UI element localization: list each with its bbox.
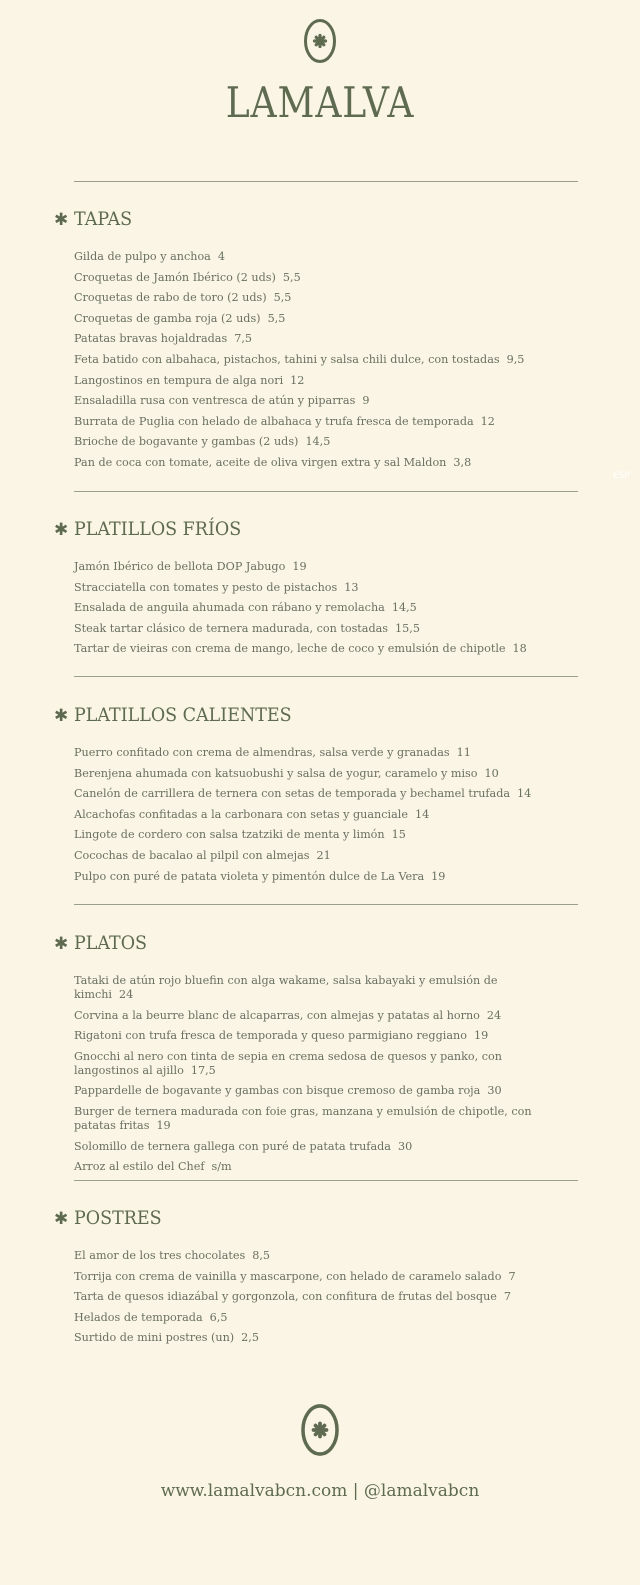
- section-title: PLATILLOS FRÍOS: [74, 518, 242, 540]
- item-name: Burrata de Puglia con helado de albahaca y trufa fresca de temporada: [74, 414, 474, 428]
- item-price: s/m: [211, 1160, 232, 1174]
- item-name: Croquetas de rabo de toro (2 uds): [74, 291, 267, 305]
- item-name: Croquetas de gamba roja (2 uds): [74, 311, 261, 325]
- item-name: Rigatoni con trufa fresca de temporada y queso parmigiano reggiano: [74, 1029, 467, 1043]
- menu-item: [74, 353, 544, 367]
- item-name: Patatas bravas hojaldradas: [74, 332, 228, 346]
- section-platos: [0, 932, 640, 1181]
- menu-item: [74, 435, 544, 449]
- item-name: Lingote de cordero con salsa tzatziki de menta y limón: [74, 828, 385, 842]
- item-name: Gnocchi al nero con tinta de sepia en crema sedosa de quesos y panko, con langostinos al ajillo: [74, 1049, 502, 1077]
- section-title: PLATOS: [74, 932, 148, 954]
- item-price: 10: [484, 766, 499, 780]
- section-title: POSTRES: [74, 1207, 162, 1229]
- divider: [74, 1180, 578, 1181]
- item-name: Ensaladilla rusa con ventresca de atún y piparras: [74, 394, 356, 408]
- divider: [74, 491, 578, 492]
- section-postres: [0, 1207, 640, 1352]
- item-name: Gilda de pulpo y anchoa: [74, 250, 211, 263]
- menu-item: [74, 870, 544, 884]
- item-price: 19: [473, 1029, 489, 1043]
- menu-item: [74, 415, 544, 429]
- item-price: 18: [512, 642, 527, 656]
- item-price: 19: [292, 560, 307, 573]
- menu-item: [74, 456, 544, 470]
- item-price: 19: [156, 1118, 171, 1132]
- item-price: 14,5: [305, 435, 331, 449]
- divider: [74, 181, 578, 182]
- item-price: 15: [391, 828, 406, 842]
- menu-item: [74, 1084, 544, 1098]
- item-name: El amor de los tres chocolates: [74, 1249, 246, 1262]
- item-price: 14: [517, 787, 532, 801]
- menu-item: [74, 828, 544, 842]
- menu-item: [74, 271, 544, 285]
- item-price: 24: [486, 1008, 502, 1022]
- item-name: Jamón Ibérico de bellota DOP Jabugo: [74, 560, 286, 573]
- footer-links[interactable]: www.lamalvabcn.com | @lamalvabcn: [160, 1481, 480, 1501]
- item-name: Torrija con crema de vainilla y mascarpone, con helado de caramelo salado: [74, 1269, 502, 1283]
- menu-item: [74, 332, 544, 346]
- menu-item: [74, 1105, 544, 1133]
- item-price: 19: [431, 869, 446, 883]
- item-price: 7,5: [234, 332, 252, 346]
- item-name: Pulpo con puré de patata violeta y pimentón dulce de La Vera: [74, 869, 425, 883]
- item-price: 24: [119, 988, 134, 1001]
- asterisk-flower-icon: ✱: [54, 210, 69, 230]
- item-price: 17,5: [190, 1063, 216, 1077]
- divider: [74, 676, 578, 677]
- item-name: Solomillo de ternera gallega con puré de patata trufada: [74, 1139, 391, 1153]
- menu-item: [74, 250, 544, 264]
- menu-item: [74, 746, 544, 760]
- menu-item: [74, 394, 544, 408]
- item-name: Pan de coca con tomate, aceite de oliva virgen extra y sal Maldon: [74, 455, 447, 469]
- item-name: Puerro confitado con crema de almendras, salsa verde y granadas: [74, 746, 450, 759]
- asterisk-flower-icon: ✱: [54, 1209, 69, 1229]
- item-price: 14,5: [391, 601, 417, 615]
- item-name: Croquetas de Jamón Ibérico (2 uds): [74, 270, 276, 284]
- item-name: Ensalada de anguila ahumada con rábano y remolacha: [74, 601, 385, 615]
- item-price: 30: [397, 1139, 413, 1153]
- item-name: Helados de temporada: [74, 1310, 203, 1324]
- item-price: 6,5: [209, 1310, 228, 1324]
- asterisk-flower-icon: ✱: [54, 520, 69, 540]
- menu-item: [74, 642, 544, 656]
- menu-item: [74, 581, 544, 595]
- item-price: 12: [480, 414, 495, 428]
- item-name: Berenjena ahumada con katsuobushi y salsa de yogur, caramelo y miso: [74, 766, 478, 780]
- menu-item: [74, 601, 544, 615]
- menu-item: [74, 1009, 544, 1023]
- item-name: Steak tartar clásico de ternera madurada, con tostadas: [74, 621, 389, 635]
- menu-item: [74, 291, 544, 305]
- item-name: Canelón de carrillera de ternera con setas de temporada y bechamel trufada: [74, 787, 511, 801]
- section-title: PLATILLOS CALIENTES: [74, 704, 292, 726]
- menu-item: [74, 1140, 544, 1154]
- menu-item: [74, 374, 544, 388]
- item-price: 15,5: [395, 621, 420, 635]
- menu-item: [74, 1270, 544, 1284]
- item-name: Brioche de bogavante y gambas (2 uds): [74, 435, 299, 449]
- restaurant-name: LAMALVA: [225, 78, 415, 127]
- menu-item: [74, 312, 544, 326]
- item-price: 8,5: [252, 1249, 271, 1262]
- asterisk-flower-icon: ✱: [54, 934, 69, 954]
- item-name: Arroz al estilo del Chef: [74, 1160, 205, 1174]
- menu-item: [74, 787, 544, 801]
- menu-item: [74, 560, 544, 574]
- menu-item: [74, 1050, 544, 1078]
- menu-item: [74, 1311, 544, 1325]
- item-name: Stracciatella con tomates y pesto de pistachos: [74, 580, 338, 594]
- item-name: Langostinos en tempura de alga nori: [74, 373, 284, 387]
- section-platillos-frios: [0, 518, 640, 663]
- menu-item: [74, 1029, 544, 1043]
- menu-item: [74, 974, 544, 1002]
- item-price: 2,5: [241, 1331, 259, 1345]
- section-title: TAPAS: [74, 208, 133, 230]
- item-name: Burger de ternera madurada con foie gras, manzana y emulsión de chipotle, con patatas fritas: [74, 1104, 532, 1132]
- item-name: Tarta de quesos idiazábal y gorgonzola, con confitura de frutas del bosque: [74, 1290, 497, 1304]
- item-price: 12: [290, 373, 305, 387]
- item-name: Cocochas de bacalao al pilpil con almejas: [74, 848, 310, 862]
- item-price: 13: [344, 580, 359, 594]
- menu-item: [74, 1290, 544, 1304]
- item-price: 9: [362, 394, 370, 408]
- item-price: 30: [487, 1084, 502, 1098]
- item-price: 3,8: [453, 455, 472, 469]
- menu-item: [74, 622, 544, 636]
- item-name: Pappardelle de bogavante y gambas con bisque cremoso de gamba roja: [74, 1084, 481, 1098]
- menu-item: [74, 849, 544, 863]
- section-platillos-calientes: [0, 704, 640, 890]
- item-price: 5,5: [282, 270, 301, 284]
- item-price: 9,5: [506, 352, 525, 366]
- language-tag[interactable]: ESP: [613, 471, 630, 481]
- item-price: 7: [508, 1269, 516, 1283]
- menu-item: [74, 767, 544, 781]
- item-price: 4: [217, 250, 225, 263]
- item-price: 5,5: [267, 311, 286, 325]
- logo-flower-icon: [303, 18, 337, 64]
- item-name: Feta batido con albahaca, pistachos, tahini y salsa chili dulce, con tostadas: [74, 352, 500, 366]
- item-price: 14: [414, 807, 430, 821]
- item-price: 5,5: [273, 291, 292, 305]
- item-price: 11: [456, 746, 471, 759]
- item-name: Corvina a la beurre blanc de alcaparras, con almejas y patatas al horno: [74, 1008, 480, 1022]
- item-name: Tartar de vieiras con crema de mango, leche de coco y emulsión de chipotle: [74, 642, 506, 656]
- menu-item: [74, 808, 544, 822]
- section-tapas: [0, 208, 640, 477]
- item-price: 7: [503, 1290, 512, 1304]
- item-name: Surtido de mini postres (un): [74, 1331, 235, 1345]
- item-name: Alcachofas confitadas a la carbonara con setas y guanciale: [74, 807, 408, 821]
- menu-item: [74, 1249, 544, 1263]
- divider: [74, 904, 578, 905]
- item-price: 21: [316, 848, 331, 862]
- logo-flower-icon: [300, 1403, 340, 1457]
- menu-item: [74, 1160, 544, 1174]
- asterisk-flower-icon: ✱: [54, 706, 69, 726]
- menu-item: [74, 1331, 544, 1345]
- item-name: Tataki de atún rojo bluefin con alga wakame, salsa kabayaki y emulsión de kimchi: [74, 974, 498, 1001]
